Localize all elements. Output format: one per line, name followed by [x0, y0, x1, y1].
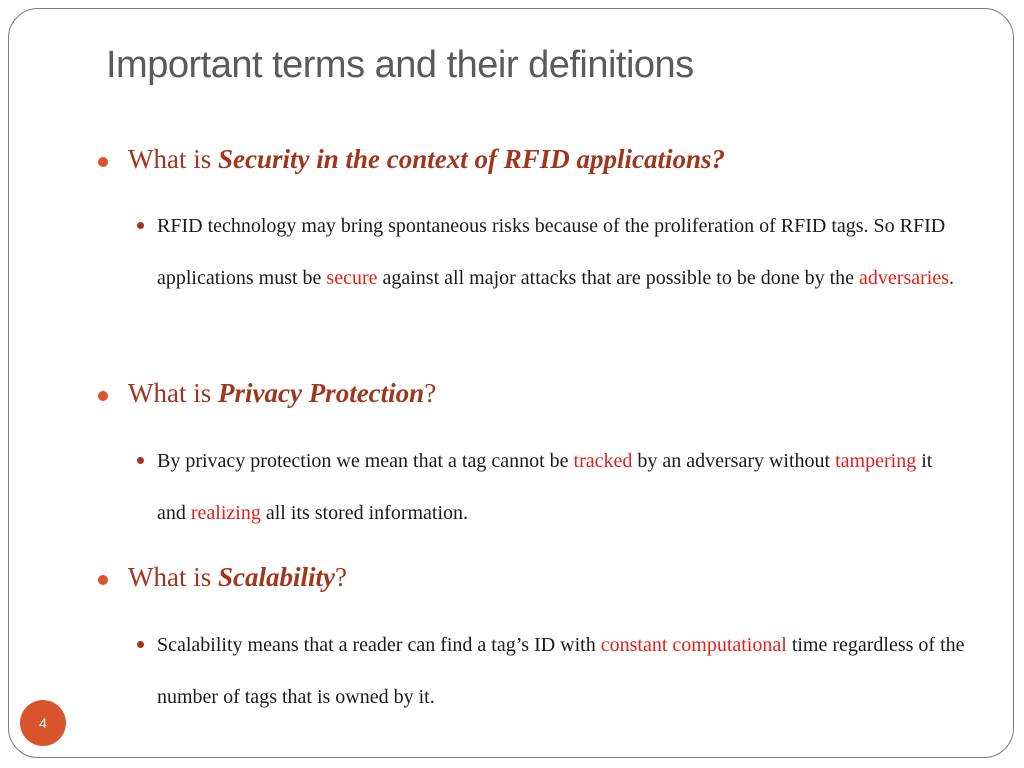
question-prefix: What is	[128, 144, 218, 174]
answer-privacy	[157, 435, 947, 539]
answer-text: by an adversary without	[632, 450, 836, 472]
question-suffix: ?	[334, 562, 347, 592]
keyword-realizing: realizing	[190, 502, 261, 524]
question-prefix: What is	[128, 378, 218, 408]
slide-title: Important terms and their definitions	[106, 44, 694, 86]
bullet-icon	[98, 575, 108, 585]
question-scalability	[128, 562, 347, 593]
sub-bullet-icon	[137, 641, 144, 648]
answer-text: Scalability means that a reader can find a tag’s ID with	[157, 634, 601, 656]
question-term: Privacy Protection	[217, 378, 425, 408]
answer-text: it and	[157, 450, 933, 524]
answer-text: against all major attacks that are possible to be done by the	[377, 267, 860, 289]
answer-text: .	[948, 267, 954, 289]
question-security	[128, 144, 725, 175]
keyword-tampering: tampering	[835, 450, 917, 472]
keyword-secure: secure	[326, 267, 378, 289]
answer-text: time regardless of the number of tags that is owned by it.	[157, 634, 965, 708]
question-prefix: What is	[128, 562, 218, 592]
keyword-constant-computational: constant computational	[600, 634, 787, 656]
question-term: Security in the context of RFID applications?	[217, 144, 726, 174]
keyword-adversaries: adversaries	[859, 267, 949, 289]
sub-bullet-icon	[137, 457, 144, 464]
sub-bullet-icon	[137, 222, 144, 229]
answer-text: By privacy protection we mean that a tag cannot be	[157, 450, 574, 472]
answer-text: RFID technology may bring spontaneous risks because of the proliferation of RFID tags. So RFID applications must be	[157, 215, 946, 289]
bullet-icon	[98, 157, 108, 167]
question-suffix: ?	[424, 378, 437, 408]
answer-text: all its stored information.	[260, 502, 469, 524]
answer-security	[157, 200, 1007, 304]
keyword-tracked: tracked	[573, 450, 633, 472]
question-term: Scalability	[217, 562, 335, 592]
question-privacy	[128, 378, 436, 409]
page-number-badge: 4	[20, 700, 66, 746]
answer-scalability	[157, 619, 977, 723]
bullet-icon	[98, 391, 108, 401]
